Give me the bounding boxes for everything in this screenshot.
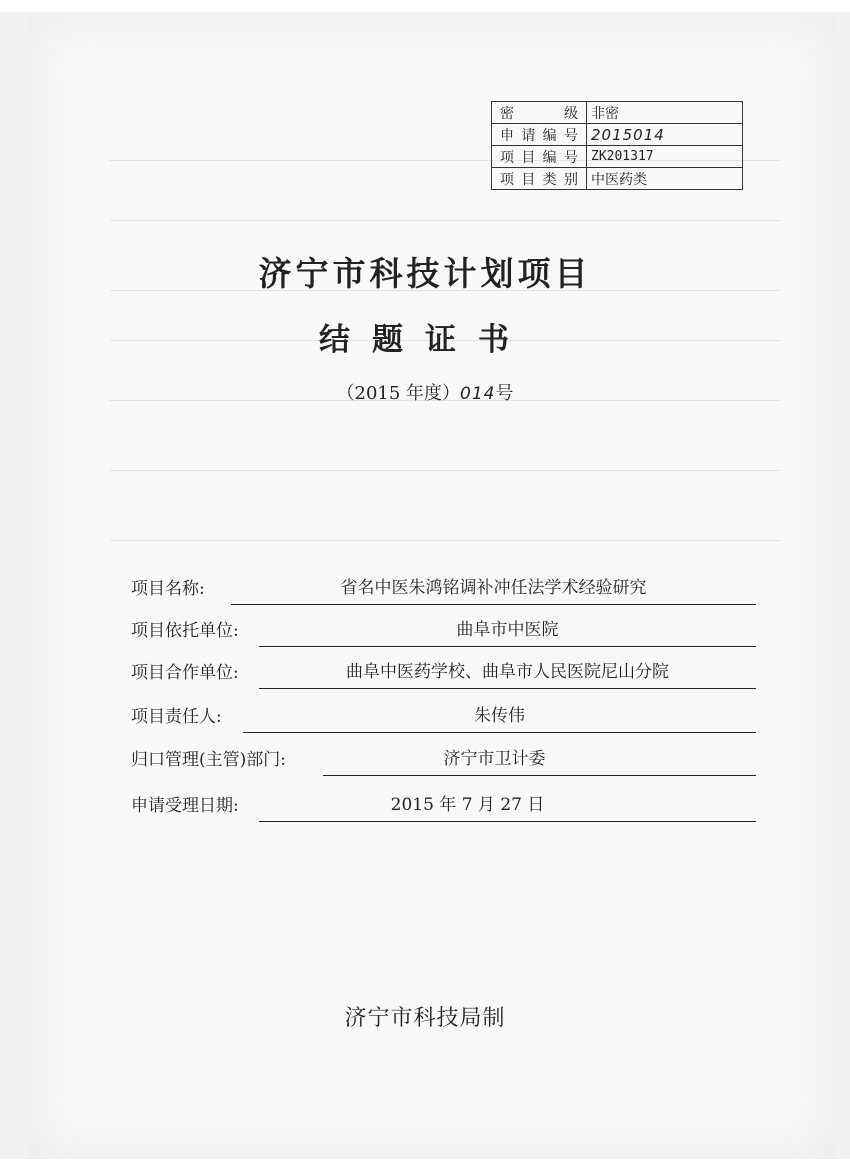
underline [243,732,756,733]
underline [259,688,756,689]
year-prefix: （2015 年度） [336,383,461,404]
field-label: 项目责任人: [131,707,222,727]
field-value: 2015 年 7 月 27 日 [390,795,545,815]
field-managing-department [131,744,756,776]
info-key: 项目类别 [492,168,587,190]
page-subtitle: 结题证书 [319,322,531,358]
info-key: 密级 [492,102,587,124]
underline [259,646,756,647]
info-value: ZK201317 [587,146,743,168]
field-host-unit [131,615,756,647]
field-project-leader [131,701,756,733]
field-application-date [131,790,756,822]
field-value: 济宁市卫计委 [443,749,546,769]
info-row-project-number [492,146,743,168]
field-value: 朱传伟 [474,706,525,726]
field-label: 申请受理日期: [131,796,239,816]
page-title: 济宁市科技计划项目 [258,254,592,293]
field-label: 项目名称: [131,579,205,599]
underline [259,821,756,822]
certificate-number-handwritten: 014 [460,384,496,404]
year-suffix: 号 [495,383,514,404]
info-value: 非密 [587,102,743,124]
field-value: 省名中医朱鸿铭调补冲任法学术经验研究 [340,578,647,598]
info-value: 中医药类 [587,168,743,190]
scan-edge-bottom [0,1159,850,1169]
field-project-name [131,573,756,605]
field-value: 曲阜中医药学校、曲阜市人民医院尼山分院 [346,662,669,682]
underline [323,775,756,776]
info-row-application-number [492,124,743,146]
info-key: 申请编号 [492,124,587,146]
year-line [0,379,850,405]
underline [231,604,756,605]
scan-edge-top [0,0,850,12]
info-value-handwritten: 2015014 [587,124,743,146]
field-label: 项目依托单位: [131,621,239,641]
info-table [491,101,743,190]
info-row-project-category [492,168,743,190]
info-row-secrecy [492,102,743,124]
field-partner-unit [131,657,756,689]
info-key: 项目编号 [492,146,587,168]
field-label: 归口管理(主管)部门: [131,750,286,770]
field-label: 项目合作单位: [131,663,239,683]
issuer-footer: 济宁市科技局制 [344,1006,506,1031]
field-value: 曲阜市中医院 [456,620,559,640]
